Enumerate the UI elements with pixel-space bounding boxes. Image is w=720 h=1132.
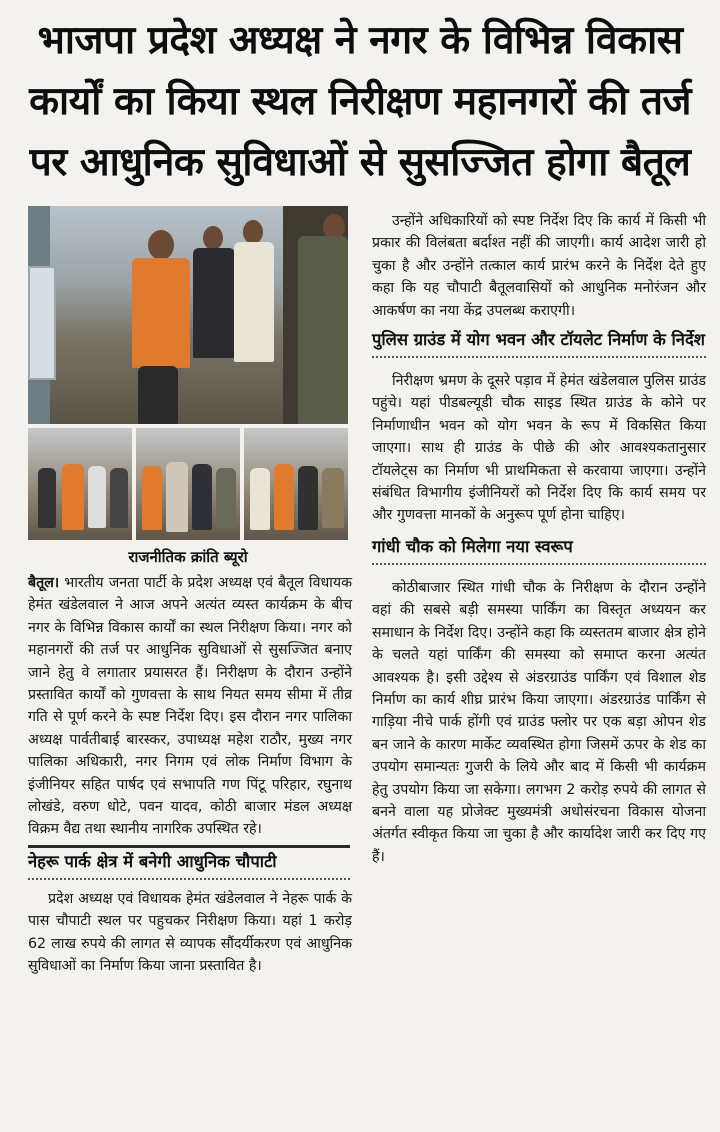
headline (14, 10, 706, 193)
headline-line-1: भाजपा प्रदेश अध्यक्ष ने नगर के विभिन्न विकास (37, 18, 683, 63)
right-column (372, 210, 706, 868)
dateline: बैतूल। (28, 575, 60, 591)
right-paragraph-1: उन्होंने अधिकारियों को स्पष्ट निर्देश दिए कि कार्य में किसी भी प्रकार की विलंबता बर्दाश्त नहीं की जाएगी। कार्य आदेश जारी हो चुका है और उन्होंने तत्काल कार्य प्रारंभ करने के निर्देश देते हुए कहा कि यह चौपाटी बैतूलवासियों को आधुनिक मनोरंजन और आकर्षण का नया केंद्र उपलब्ध कराएगी। (372, 213, 706, 319)
byline: राजनीतिक क्रांति ब्यूरो (128, 548, 248, 566)
left-column (28, 572, 352, 978)
headline-line-3: पर आधुनिक सुविधाओं से सुसज्जित होगा बैतूल (29, 140, 691, 185)
divider (372, 356, 706, 358)
divider (28, 845, 350, 848)
left-paragraph-1-text: भारतीय जनता पार्टी के प्रदेश अध्यक्ष एवं बैतूल विधायक हेमंत खंडेलवाल ने आज अपने अत्यंत व्यस्त कार्यक्रम के बीच नगर के विभिन्न विकास कार्यों का स्थल निरीक्षण किया। नगर को महानगरों की तर्ज पर आधुनिक सुविधाओं से सुसज्जित बनाए जाने हेतु वे लगातार प्रयासरत हैं। निरीक्षण के दौरान उन्होंने प्रस्तावित कार्यों को गुणवत्ता के साथ नियत समय सीमा में तीव्र गति से पूर्ण करने के स्पष्ट निर्देश दिए। इस दौरान नगर पालिका अध्यक्ष पार्वतीबाई बारस्कर, उपाध्यक्ष महेश राठौर, मुख्य नगर पालिका अधिकारी, नगर निगम एवं लोक निर्माण विभाग के इंजीनियर सहित पार्षद एवं सभापति गण पिंटू परिहार, रघुनाथ लोखंडे, वरुण धोटे, पवन यादव, कोठी बाजार मंडल अध्यक्ष विक्रम वैद्य तथा स्थानीय नागरिक उपस्थित रहे। (28, 575, 352, 838)
headline-line-2: कार्यों का किया स्थल निरीक्षण महानगरों की तर्ज (29, 79, 691, 124)
subhead-nehru-park: नेहरू पार्क क्षेत्र में बनेगी आधुनिक चौपाटी (28, 851, 277, 871)
subhead-gandhi-chowk: गांधी चौक को मिलेगा नया स्वरूप (372, 536, 573, 556)
subhead-police-ground: पुलिस ग्राउंड में योग भवन और टॉयलेट निर्माण के निर्देश (372, 330, 705, 350)
right-paragraph-2: निरीक्षण भ्रमण के दूसरे पड़ाव में हेमंत खंडेलवाल पुलिस ग्राउंड पहुंचे। यहां पीडबल्यूडी चौक साइड स्थित ग्राउंड के कोने पर निर्माणाधीन भवन को योग भवन के रूप में विकसित किया जाएगा। साथ ही ग्राउंड के पीछे की ओर आवश्यकतानुसार टॉयलेट्स का निर्माण भी प्राथमिकता से करवाया जाएगा। उन्होंने संबंधित विभागीय इंजीनियरों को निर्देश दिए कि कार्य समय पर और गुणवत्ता मानकों के अनुरूप पूर्ण होना चाहिए। (372, 373, 706, 524)
right-paragraph-3: कोठीबाजार स्थित गांधी चौक के निरीक्षण के दौरान उन्होंने वहां की सबसे बड़ी समस्या पार्किंग का विस्तृत अध्ययन कर समाधान के निर्देश दिए। उन्होंने कहा कि व्यस्ततम बाजार क्षेत्र होने के चलते यहां पार्किंग की समस्या को समाप्त करना अत्यंत आवश्यक है। इसी उद्देश्य से अंडरग्राउंड पार्किंग एवं विशाल शेड निर्माण का कार्य शीघ्र प्रारंभ किया जाएगा। अंडरग्राउंड पार्किंग से गाड़िया नीचे पार्क होंगी एवं ग्राउंड फ्लोर पर एक बड़ा ओपन शेड बन जाने के कारण मार्केट व्यवस्थित होगा जिसमें ऊपर के शेड का उपयोग समान्यतः गुजरी के लिये और बाद में किसी भी कार्यक्रम हेतु उपयोग किया जा सकेगा। लगभग 2 करोड़ रुपये की लागत से बनने वाला यह प्रोजेक्ट मुख्यमंत्री अधोसंरचना विकास योजना अंतर्गत स्वीकृत किया जा चुका है और कार्यादेश जारी कर दिए गए हैं। (372, 579, 706, 865)
divider (372, 563, 706, 565)
photo-small-3 (244, 428, 348, 540)
left-paragraph-2: प्रदेश अध्यक्ष एवं विधायक हेमंत खंडेलवाल ने नेहरू पार्क के पास चौपाटी स्थल पर पहुचकर निरीक्षण किया। यहां 1 करोड़ 62 लाख रुपये की लागत से व्यापक सौंदर्यीकरण एवं आधुनिक सुविधाओं का निर्माण किया जाना प्रस्तावित है। (28, 890, 352, 975)
photo-small-2 (136, 428, 240, 540)
divider (28, 878, 350, 880)
main-photo (28, 206, 348, 424)
photo-small-1 (28, 428, 132, 540)
left-paragraph-1 (28, 572, 352, 841)
